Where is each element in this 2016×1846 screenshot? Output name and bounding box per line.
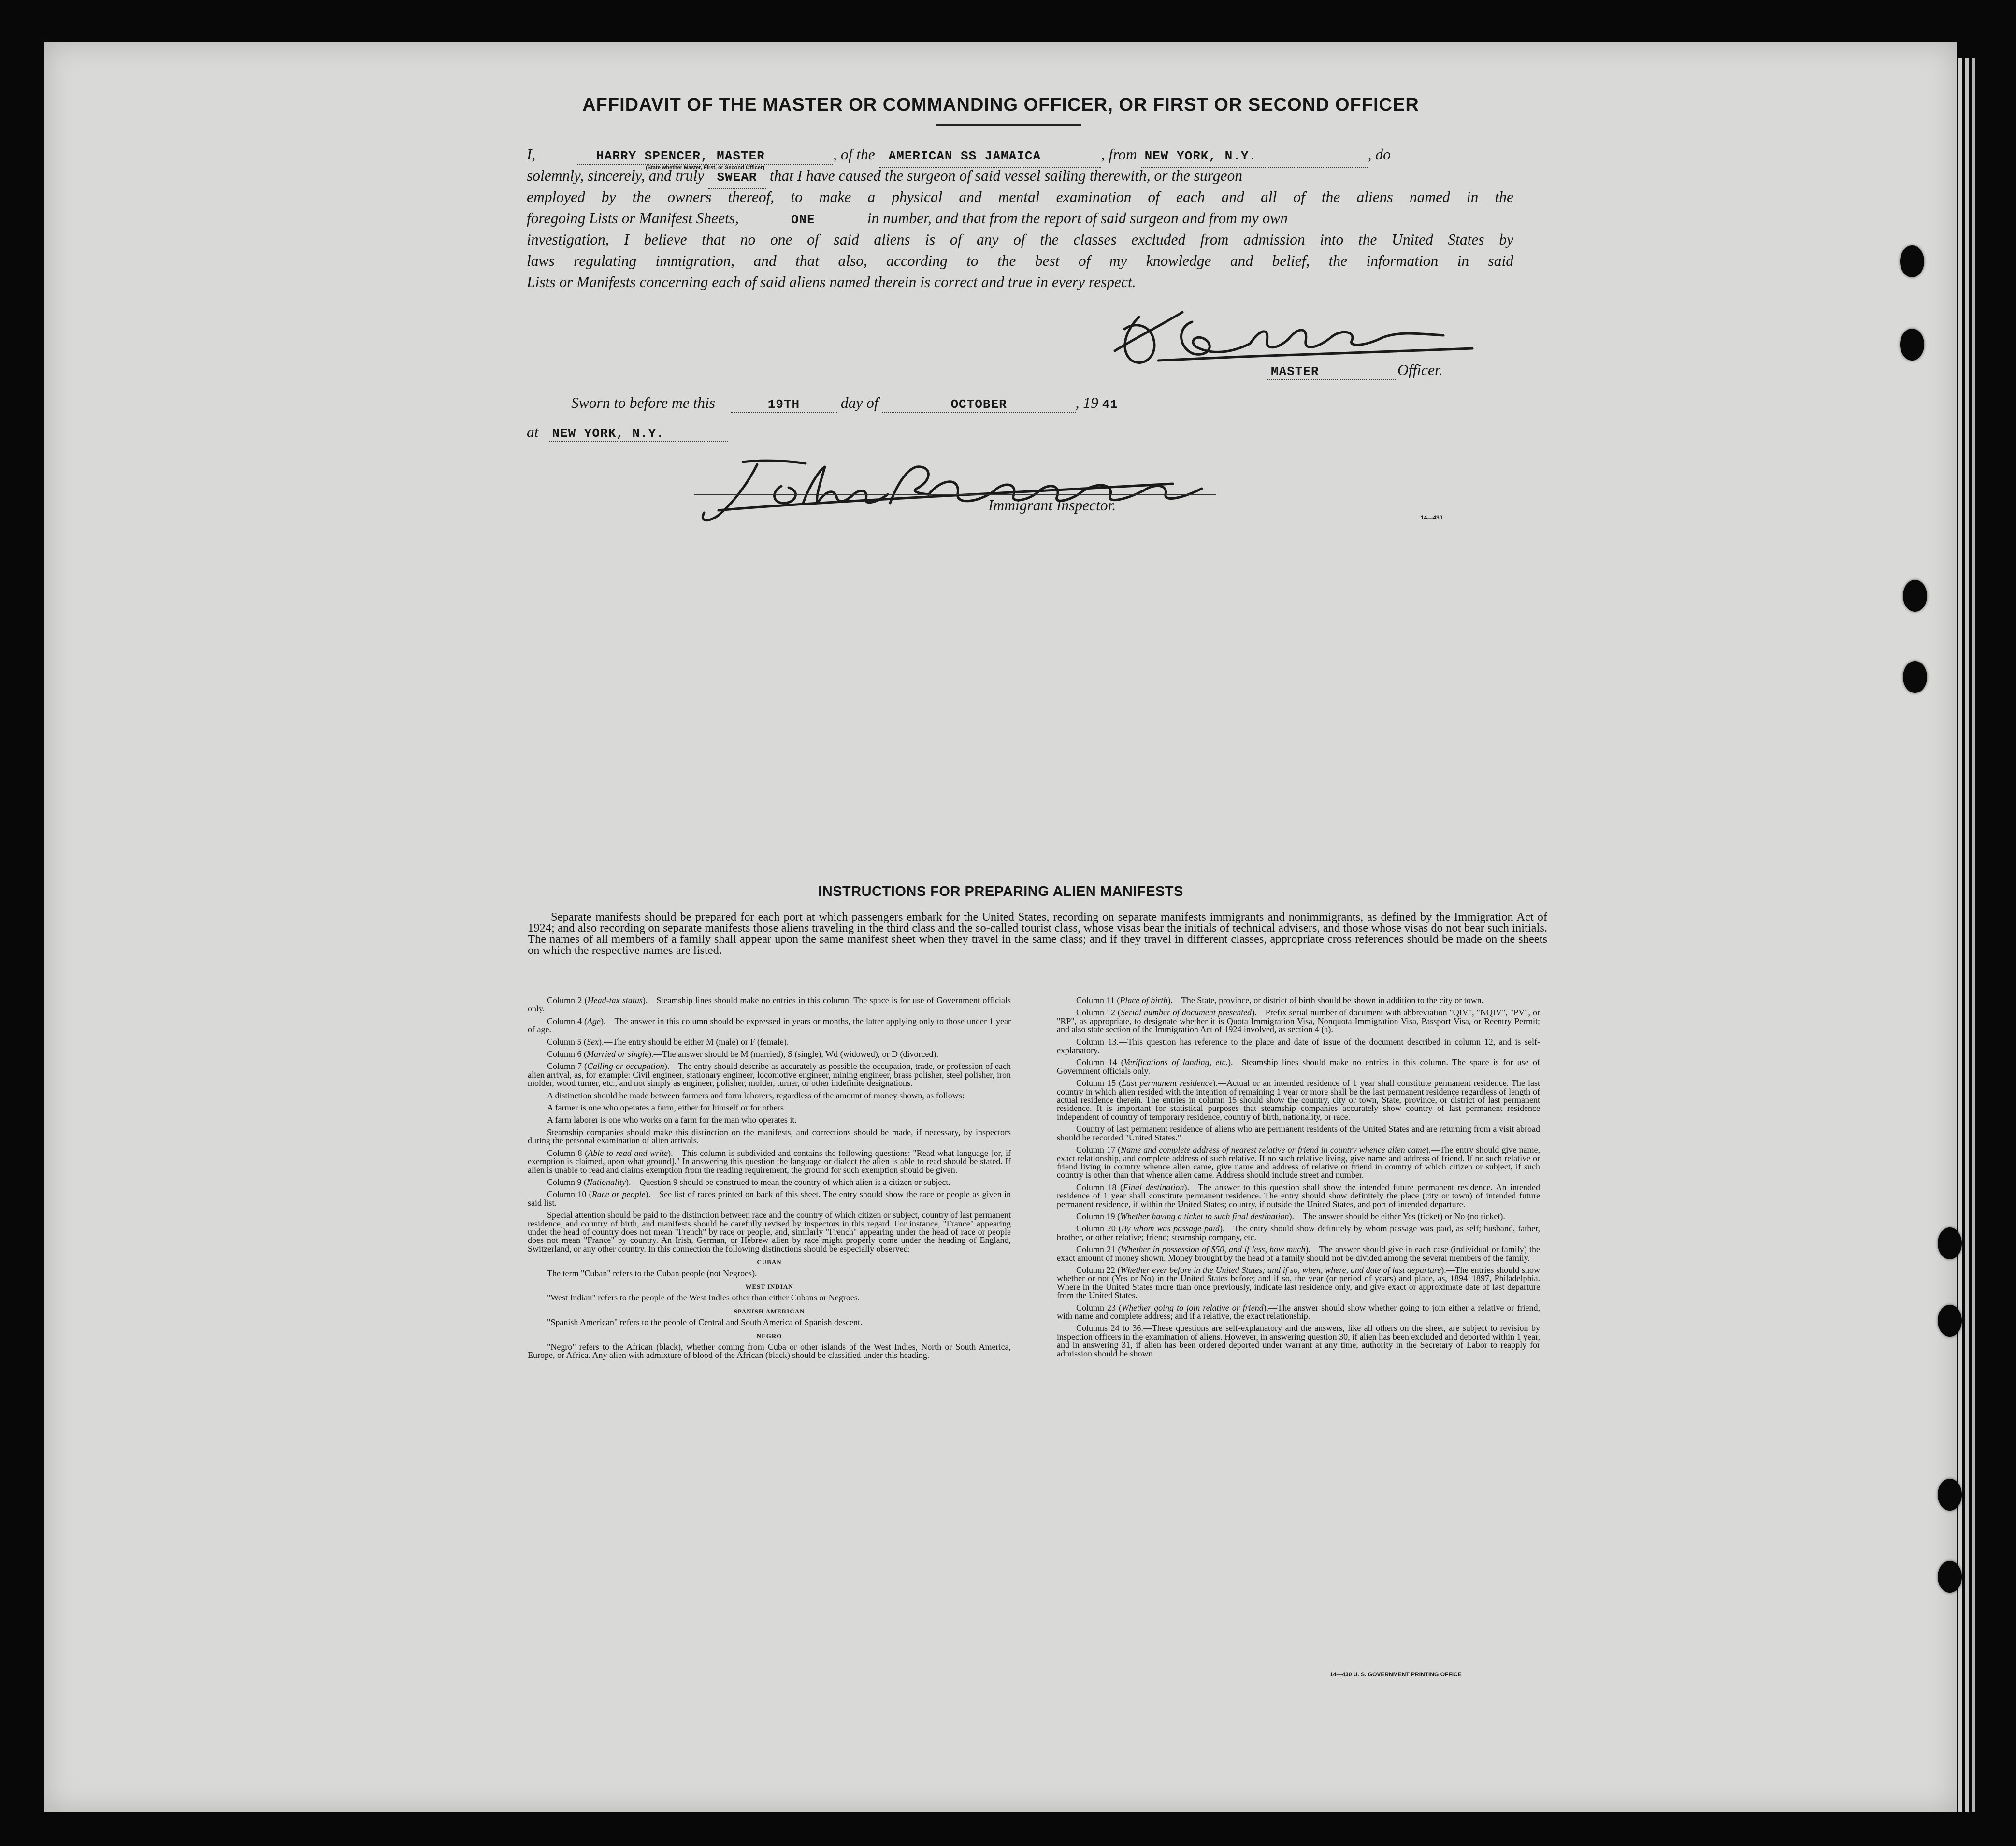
affidavit-line4-post: in number, and that from the report of said surgeon and from my own [867,210,1288,227]
column-21-instruction: Column 21 (Whether in possession of $50, and if less, how much).—The answer should give in each case (individual or family) the exact amount of money shown. Money brought by the head of a family should not be divided among the several members of the family. [1057,1244,1540,1263]
affidavit-line-6: laws regulating immigration, and that also, according to the best of my knowledge and belief, the information in said [527,252,1513,269]
inspector-signature-rule [694,494,1216,495]
column-14-instruction: Column 14 (Verifications of landing, etc.).—Steamship lines should make no entries in this column. The space is for use of Government officials only. [1057,1057,1540,1076]
binder-hole [1900,329,1924,361]
sworn-at-word: at [527,423,539,440]
binder-hole [1938,1561,1962,1593]
columns-24-36-instruction: Columns 24 to 36.—These questions are self-explanatory and the answers, like all others on the sheet, are subject to revision by inspection officers in the examination of aliens. However, in answering question 30, if alien has been excluded and deported within 1 year, and in answering 31, if alien has been ordered deported under warrant at any time, authority in the Secretary of Labor to reapply for admission should be shown. [1057,1323,1540,1358]
sworn-day-of: day of [840,394,878,411]
affidavit-line-1 [527,144,1513,171]
farmer-definition: A farmer is one who operates a farm, either for himself or for others. [547,1103,786,1113]
affidavit-from-word: , from [1101,146,1137,163]
farmers-paragraph: A distinction should be made between farmers and farm laborers, regardless of the amount of money shown, as follows: [547,1090,965,1100]
officer-rank-field: MASTER [1267,364,1397,380]
page-edge-stack [1956,58,1985,1812]
column-20-instruction: Column 20 (By whom was passage paid).—The entry should show definitely by whom passage was paid, as self; husband, father, brother, or other relative; friend; steamship company, etc. [1057,1224,1540,1242]
column-17-instruction: Column 17 (Name and complete address of nearest relative or friend in country whence alien came).—The entry should give name, exact relationship, and complete address of such relative. If no such relative living, give name and address of friend. If no such relative or friend living in country whence alien came, give name and address of relative or friend in country of which citizen or subject, if such country is other than that whence alien came. Address should include street and number. [1057,1145,1540,1180]
affidavit-line-4 [527,208,1513,229]
sworn-day-field: 19TH [731,397,837,413]
steamship-paragraph: Steamship companies should make this distinction on the manifests, and corrections should be made, if necessary, by inspectors during the personal examination of alien arrivals. [528,1127,1011,1146]
printing-office-footer: 14—430 U. S. GOVERNMENT PRINTING OFFICE [1330,1671,1462,1678]
subhead-west-indian: WEST INDIAN [745,1283,793,1290]
column-4-instruction: Column 4 (Age).—The answer in this column should be expressed in years or months, the latter applying only to those under 1 year of age. [528,1016,1011,1035]
affidavit-line-5: investigation, I believe that no one of said aliens is of any of the classes excluded from admission into the United States by [527,231,1513,248]
instructions-right-column [1057,996,1540,1362]
vessel-name-field: AMERICAN SS JAMAICA [879,145,1101,168]
column-5-instruction: Column 5 (Sex).—The entry should be either M (male) or F (female). [547,1037,789,1047]
officer-rank-line [1267,361,1443,380]
affidavit-line2-post: that I have caused the surgeon of said vessel sailing therewith, or the surgeon [769,167,1243,184]
affidavit-line-7: Lists or Manifests concerning each of said aliens named therein is correct and true in every respect. [527,274,1136,290]
binder-hole [1938,1227,1962,1259]
affidavit-line4-pre: foregoing Lists or Manifest Sheets, [527,210,739,227]
binder-hole [1938,1479,1962,1511]
farm-laborer-definition: A farm laborer is one who works on a farm for the man who operates it. [547,1115,797,1125]
column-7-instruction: Column 7 (Calling or occupation).—The entry should describe as accurately as possible the occupation, trade, or profession of each alien arrival, as, for example: Civil engineer, stationary engineer, locomotive engineer, mining engineer, brass polisher, steel polisher, iron molder, wood turner, etc., and not simply as engineer, polisher, molder, turner, or other indefinite designations. [528,1061,1011,1088]
column-15-instruction: Column 15 (Last permanent residence).—Actual or an intended residence of 1 year shall constitute permanent residence. The last country in which alien resided with the intention of remaining 1 year or more shall be the last permanent residence regardless of length of actual residence therein. The entries in column 15 should show the country, city or town, State, province, or district of last permanent residence. It is important for statistical purposes that steamship companies accurately show country of last permanent residence independent of country of temporary residence, country of birth, nationality, or race. [1057,1078,1540,1122]
affidavit-do-word: , do [1368,146,1391,163]
affidavit-of-the: , of the [833,146,875,163]
officer-label: Officer. [1397,361,1443,378]
sworn-year-field: 41 [1102,397,1118,412]
column-23-instruction: Column 23 (Whether going to join relative or friend).—The answer should show whether going to join either a relative or friend, with name and complete address; and if a relative, the exact relationship. [1057,1302,1540,1321]
officer-rank-note: (State whether Master, First, or Second Officer) [577,164,833,171]
column-12-instruction: Column 12 (Serial number of document presented).—Prefix serial number of document with abbreviation "QIV", "NQIV", "PV", or "RP", as appropriate, to designate whether it is Quota Immigration Visa, Nonquota Immigration Visa, Passport Visa, or Reentry Permit; and also state section of the Immigration Act of 1924 involved, as section 4 (a). [1057,1008,1540,1035]
west-indian-definition: "West Indian" refers to the people of the West Indies other than either Cubans or Negroes. [547,1293,860,1303]
column-11-instruction: Column 11 (Place of birth).—The State, province, or district of birth should be shown in addition to the city or town. [1076,995,1484,1005]
title-rule [936,124,1081,126]
spanish-american-definition: "Spanish American" refers to the people of Central and South America of Spanish descent. [547,1317,863,1327]
column-8-instruction: Column 8 (Able to read and write).—This column is subdivided and contains the following questions: "Read what language [or, if exemption is claimed, upon what ground]." In answering this question the language or dialect the alien is able to read should be stated. If alien is unable to read and claims exemption from the reading requirement, the ground for such exemption should be given. [528,1148,1011,1175]
cuban-definition: The term "Cuban" refers to the Cuban people (not Negroes). [547,1268,757,1278]
subhead-negro: NEGRO [756,1332,782,1340]
binder-hole [1938,1305,1962,1337]
special-attention-paragraph: Special attention should be paid to the distinction between race and the country of which citizen or subject, country of last permanent residence, and country of birth, and manifests should be carefully revised by inspectors in this regard. For instance, "France" appearing under the head of country does not mean "French" by race or people, and, similarly "French" appearing under the head of race or people does not mean "France" by country. An Irish, German, or Hebrew alien by race might properly come under the heading of England, Switzerland, or any other country. In this connection the following distinctions should be especially observed: [528,1210,1011,1254]
country-residence-paragraph: Country of last permanent residence of aliens who are permanent residents of the United States and are returning from a visit abroad should be recorded "United States." [1057,1124,1540,1142]
affidavit-intro-word: I, [527,146,536,163]
form-number: 14—430 [1421,514,1443,521]
sworn-month-field: OCTOBER [882,397,1076,413]
manifest-sheet [44,42,1957,1812]
column-22-instruction: Column 22 (Whether ever before in the United States; and if so, when, where, and date of last departure).—The entries should show whether or not (Yes or No) in the United States before; and if so, the year (or period of years) and place, as, 1894–1897, Philadelphia. Where in the United States more than once previously, indicate last residence only, and give exact or approximate date of last departure from the United States. [1057,1265,1540,1300]
instructions-left-column [528,996,1011,1364]
sworn-pre: Sworn to before me this [571,394,716,411]
inspector-signature [690,450,1255,534]
sworn-place-line [527,423,728,442]
column-9-instruction: Column 9 (Nationality).—Question 9 should be construed to mean the country of which alien is a citizen or subject. [547,1177,950,1187]
column-10-instruction: Column 10 (Race or people).—See list of races printed on back of this sheet. The entry should show the race or people as given in said list. [528,1189,1011,1208]
column-6-instruction: Column 6 (Married or single).—The answer should be M (married), S (single), Wd (widowed), or D (divorced). [547,1049,939,1059]
sheet-count-field: ONE [743,209,864,231]
column-19-instruction: Column 19 (Whether having a ticket to such final destination).—The answer should be either Yes (ticket) or No (no ticket). [1076,1211,1505,1221]
binder-hole [1903,580,1927,612]
sworn-year-prefix: , 19 [1075,394,1098,411]
sworn-place-field: NEW YORK, N.Y. [549,426,728,442]
sworn-line [571,394,1126,413]
column-18-instruction: Column 18 (Final destination).—The answer to this question shall show the intended future permanent residence. An intended residence of 1 year shall constitute permanent residence. The entry should show definitely the place (city or town) of intended future permanent residence, if within the United States; country, if outside the United States, and port of intended departure. [1057,1182,1540,1209]
inspector-label: Immigrant Inspector. [988,497,1116,514]
officer-name-field: HARRY SPENCER, MASTER [596,149,765,163]
oath-word-field: SWEAR [708,167,766,189]
affidavit-line-2 [527,165,1513,187]
binder-hole [1903,661,1927,693]
binder-hole [1900,245,1924,277]
instructions-intro: Separate manifests should be prepared for each port at which passengers embark for the United States, recording on separate manifests immigrants and nonimmigrants, as defined by the Immigration Act of 1924; and also recording on separate manifests those aliens traveling in the third class and the so-called tourist class, whose visas bear the initials of technical advisers, and those whose visas do not bear such initials. The names of all members of a family shall appear upon the same manifest sheet when they travel in the same class; and if they travel in different classes, appropriate cross references should be made on the sheets on which the respective names are listed. [528,910,1547,957]
column-2-instruction: Column 2 (Head-tax status).—Steamship lines should make no entries in this column. The space is for use of Government officials only. [528,995,1011,1014]
affidavit-line2-pre: solemnly, sincerely, and truly [527,167,705,184]
subhead-spanish-american: SPANISH AMERICAN [734,1307,805,1315]
departure-port-field: NEW YORK, N.Y. [1141,145,1368,168]
affidavit-line-3: employed by the owners thereof, to make a physical and mental examination of each and all of the aliens named in the [527,188,1513,205]
affidavit-title: AFFIDAVIT OF THE MASTER OR COMMANDING OFFICER, OR FIRST OR SECOND OFFICER [582,95,1419,115]
affidavit-body [527,144,1513,293]
negro-definition: "Negro" refers to the African (black), whether coming from Cuba or other islands of the West Indies, North or South America, Europe, or Africa. Any alien with admixture of blood of the African (black) should be classified under this heading. [528,1342,1011,1360]
column-13-instruction: Column 13.—This question has reference to the place and date of issue of the document described in column 12, and is self-explanatory. [1057,1037,1540,1055]
instructions-title: INSTRUCTIONS FOR PREPARING ALIEN MANIFESTS [818,884,1183,899]
subhead-cuban: CUBAN [757,1258,782,1266]
